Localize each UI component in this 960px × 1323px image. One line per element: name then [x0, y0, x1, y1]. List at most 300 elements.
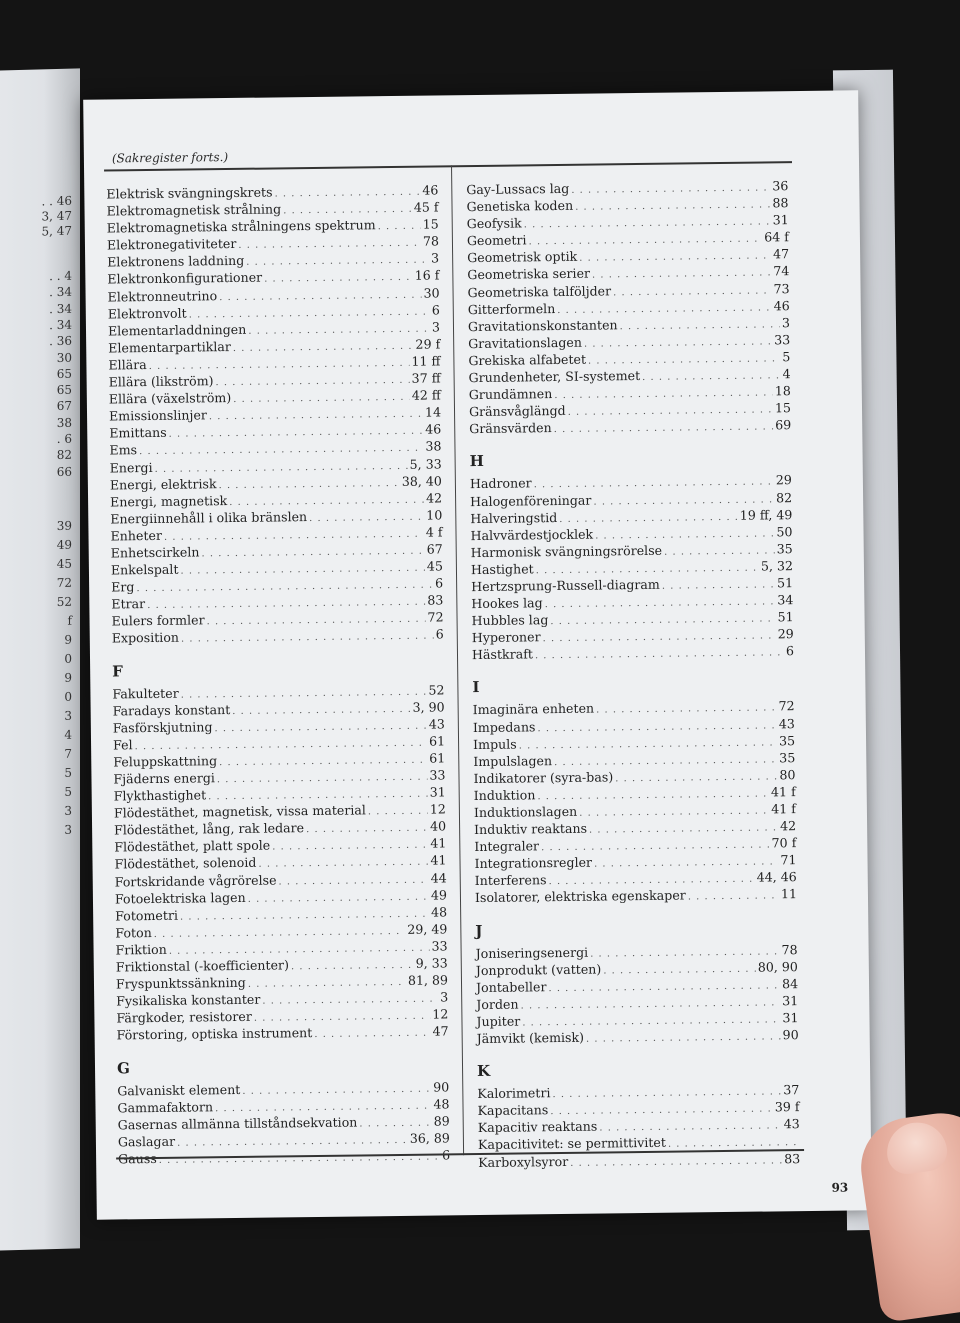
index-pages: 37 ff [411, 370, 441, 386]
leader-dots [368, 803, 428, 821]
index-term: Galvaniskt element [117, 1081, 241, 1098]
leader-dots [181, 628, 434, 648]
index-term: Gauss [118, 1150, 157, 1167]
leader-dots [272, 837, 428, 856]
index-entry [469, 399, 791, 420]
index-entry [113, 715, 445, 736]
index-pages: 78 [781, 941, 798, 957]
index-pages: 3 [431, 319, 441, 335]
index-pages: 31 [782, 992, 799, 1009]
index-term: Harmonisk svängningsrörelse [470, 542, 663, 560]
leader-dots [264, 269, 413, 288]
index-pages: 19 ff, 49 [739, 506, 793, 523]
leader-dots [615, 768, 777, 787]
index-term: Gravitationslagen [468, 334, 582, 351]
index-pages: 33 [429, 767, 446, 783]
index-entry [471, 540, 793, 561]
index-term: Flödestäthet, solenoid [114, 855, 257, 872]
index-pages: 14 [424, 404, 442, 420]
index-term: Isolatorer, elektriska egenskaper [474, 887, 686, 906]
index-term: Gitterformeln [467, 300, 556, 317]
facing-page-number: 39 [56, 518, 72, 534]
index-term: Grundämnen [468, 386, 553, 403]
index-term: Energi [109, 459, 153, 475]
facing-page-number: 4 [64, 727, 72, 742]
index-pages: 51 [777, 609, 794, 625]
index-term: Grekiska alfabetet [468, 351, 587, 369]
facing-page-number: 7 [64, 746, 72, 761]
index-entry [113, 698, 445, 719]
index-entry [111, 557, 443, 578]
index-entry [110, 489, 442, 510]
index-entry [468, 348, 790, 369]
index-entry [474, 800, 796, 821]
index-term: Jämvikt (kemisk) [476, 1029, 585, 1047]
index-pages: 29 [775, 472, 792, 488]
index-pages: 84 [781, 975, 799, 992]
index-pages: 42 [425, 490, 443, 506]
index-entry [107, 267, 439, 288]
index-term: Enheter [110, 527, 163, 544]
index-pages: 45 [426, 558, 444, 574]
facing-page-number: 0 [64, 689, 72, 704]
index-entry [477, 1026, 799, 1047]
index-term: Gammafaktorn [117, 1098, 214, 1116]
index-pages: 90 [433, 1078, 450, 1095]
index-term: Fortskridande vågrörelse [114, 872, 277, 890]
index-entry [111, 609, 443, 630]
index-pages: 70 f [771, 835, 797, 851]
leader-dots [258, 854, 428, 873]
leader-dots [278, 871, 428, 890]
index-term: Fakulteter [112, 685, 179, 701]
leader-dots [592, 265, 772, 284]
index-term: Feluppskattning [113, 753, 218, 770]
index-term: Ellära (likström) [108, 373, 214, 390]
index-term: Flödestäthet, lång, rak ledare [114, 820, 305, 838]
index-entry [116, 1006, 448, 1027]
facing-page-number: . . 46 [41, 193, 72, 209]
facing-page-number: 5, 47 [41, 223, 72, 239]
index-pages: 6 [435, 626, 444, 642]
index-term: Gränsvärden [469, 420, 552, 437]
leader-dots [596, 700, 777, 719]
index-entry [472, 642, 794, 663]
index-term: Faradays konstant [112, 701, 231, 719]
index-entry [467, 211, 789, 232]
index-term: Integrationsregler [474, 854, 593, 872]
index-term: Emittans [109, 425, 167, 441]
index-pages: 37 [783, 1082, 800, 1098]
index-page [83, 90, 872, 1219]
index-term: Halveringstid [470, 509, 558, 526]
entries-g-continued [466, 177, 791, 437]
index-entry [471, 557, 793, 578]
index-pages: 12 [429, 801, 446, 817]
index-entry [114, 818, 446, 839]
section-letter-h: H [469, 452, 484, 471]
index-pages: 11 ff [411, 353, 441, 369]
entries-j [476, 941, 799, 1047]
index-pages: 10 [426, 507, 443, 523]
facing-page-number: 5 [64, 765, 72, 780]
index-pages: 46 [425, 421, 442, 437]
left-column [106, 181, 450, 1167]
section-letter-j: J [475, 921, 483, 940]
index-term: Geometri [466, 232, 527, 249]
index-pages: 36 [772, 178, 789, 194]
index-term: Fotoelektriska lagen [114, 889, 246, 907]
index-entry [112, 681, 444, 702]
leader-dots [248, 320, 430, 339]
section-letter-i: I [472, 678, 480, 697]
index-entry [473, 766, 795, 787]
index-entry [117, 1078, 449, 1099]
index-term: Enhetscirkeln [110, 544, 200, 561]
index-pages: 46 [422, 182, 439, 198]
index-pages: 41 [430, 852, 447, 869]
index-entry [114, 835, 446, 856]
index-entry [113, 766, 445, 787]
leader-dots [218, 475, 399, 494]
leader-dots [274, 184, 420, 203]
index-entry [476, 975, 798, 996]
index-pages: 4 [782, 366, 791, 382]
index-term: Elektronkonfigurationer [107, 270, 263, 287]
index-entry [474, 817, 796, 838]
index-pages: 6 [431, 302, 440, 318]
index-pages: 69 [775, 417, 792, 433]
index-pages: 61 [428, 733, 446, 749]
index-entry [110, 506, 442, 527]
index-pages: 34 [777, 592, 794, 608]
index-pages: 50 [776, 523, 793, 540]
thumbnail-nail [883, 1119, 949, 1177]
leader-dots [233, 338, 414, 357]
index-entry [477, 1098, 799, 1119]
index-entry [473, 698, 795, 719]
index-term: Interferens [474, 872, 547, 889]
index-term: Gränsvåglängd [468, 403, 566, 420]
section-letter-f: F [112, 661, 123, 680]
index-term: Ems [109, 442, 138, 458]
facing-page-number: 3 [64, 822, 72, 837]
index-pages: 46 [773, 297, 790, 314]
index-term: Karboxylsyror [478, 1153, 569, 1170]
facing-page-number: 52 [56, 594, 72, 610]
index-pages: 71 [780, 852, 797, 868]
index-entry [474, 834, 796, 855]
index-entry [466, 177, 788, 198]
index-pages: 4 f [425, 524, 443, 540]
index-entry [116, 972, 448, 993]
index-pages: 44 [430, 869, 447, 886]
leader-dots [314, 1025, 430, 1044]
index-entry [115, 869, 447, 890]
index-pages: 31 [429, 784, 446, 800]
index-term: Halvvärdestjocklek [470, 526, 594, 543]
index-pages: 11 [780, 886, 798, 902]
index-pages: 12 [432, 1006, 449, 1022]
facing-page-number: . 36 [49, 333, 72, 349]
leader-dots [248, 888, 429, 907]
index-term: Induktiv reaktans [474, 820, 588, 838]
index-entry [115, 886, 447, 907]
index-entry [474, 783, 796, 804]
index-pages: 6 [785, 643, 795, 659]
index-term: Friktion [115, 941, 167, 958]
index-pages: 29 [777, 626, 794, 642]
index-term: Elektrisk svängningskrets [106, 184, 273, 202]
index-term: Elektromagnetiska strålningens spektrum [106, 217, 376, 236]
index-entry [117, 1095, 449, 1116]
facing-page-number: 3 [64, 803, 72, 818]
running-header: (Sakregister forts.) [111, 150, 229, 166]
index-entry [118, 1129, 450, 1150]
index-entry [469, 365, 791, 386]
index-entry [118, 1112, 450, 1133]
index-term: Elektronvolt [107, 305, 187, 322]
index-pages: 18 [774, 383, 791, 399]
index-term: Gasernas allmänna tillståndsekvation [117, 1114, 358, 1133]
index-pages: 72 [778, 698, 795, 714]
index-pages: 5, 33 [409, 455, 442, 472]
index-entry [469, 382, 791, 403]
index-entry [476, 941, 798, 962]
index-term: Elektromagnetisk strålning [106, 201, 282, 219]
index-pages: 6 [441, 1147, 451, 1163]
index-term: Ellära [108, 356, 147, 373]
index-entry [109, 404, 441, 425]
index-entry [467, 246, 789, 267]
index-term: Gravitationskonstanten [467, 317, 618, 334]
leader-dots [159, 1148, 441, 1169]
facing-page-number: 30 [56, 350, 72, 365]
index-pages: 43 [783, 1116, 800, 1132]
index-entry [106, 199, 438, 220]
index-pages: 33 [431, 938, 448, 954]
facing-page-number: 3, 47 [41, 208, 72, 224]
index-term: Jonprodukt (vatten) [475, 961, 602, 978]
section-letter-g: G [116, 1058, 130, 1077]
leader-dots [306, 820, 428, 839]
index-term: Joniseringsenergi [475, 944, 589, 961]
index-entry [470, 523, 792, 544]
entries-i [473, 698, 797, 907]
leader-dots [642, 367, 781, 386]
index-pages: 80, 90 [757, 958, 798, 975]
facing-page-number: 66 [56, 464, 72, 479]
index-term: Hubbles lag [471, 612, 549, 629]
index-term: Foton [115, 924, 152, 941]
leader-dots [554, 419, 774, 439]
column-divider [451, 165, 464, 1155]
index-pages: 3 [781, 314, 791, 331]
index-term: Halogenföreningar [470, 492, 592, 509]
page-number: 93 [831, 1180, 849, 1195]
index-pages: 39 f [774, 1099, 800, 1115]
index-term: Hastighet [470, 561, 534, 577]
facing-page-number: 0 [64, 651, 72, 666]
index-entry [473, 749, 795, 770]
index-pages: 45 f [413, 199, 439, 215]
index-pages: 78 [422, 233, 440, 249]
index-pages: 89 [433, 1113, 450, 1129]
index-entry [109, 369, 441, 390]
index-entry [114, 783, 446, 804]
facing-page-number: 9 [64, 632, 72, 647]
index-pages: 80 [779, 766, 796, 783]
leader-dots [378, 218, 421, 236]
index-pages: 5 [782, 349, 791, 365]
index-term: Imaginära enheten [472, 701, 595, 718]
leader-dots [603, 960, 756, 979]
index-term: Fryspunktssänkning [115, 974, 246, 992]
index-term: Grundenheter, SI-systemet [468, 368, 641, 386]
index-entry [475, 886, 797, 907]
entries-f [112, 681, 448, 1044]
facing-page-number: 3 [64, 708, 72, 723]
index-term: Gaslagar [117, 1133, 176, 1150]
facing-page-number: 38 [56, 415, 72, 430]
index-term: Impuls [472, 736, 517, 752]
index-term: Erg [111, 579, 135, 595]
index-term: Hästkraft [471, 646, 533, 663]
index-pages: 3 [431, 250, 440, 266]
index-term: Jontabeller [475, 978, 547, 995]
index-pages: 64 f [764, 229, 790, 245]
index-entry [471, 608, 793, 629]
index-term: Kapacitiv reaktans [477, 1118, 598, 1136]
index-entry [473, 715, 795, 736]
index-entry [476, 958, 798, 979]
index-term: Integraler [474, 838, 540, 855]
index-term: Impedans [472, 718, 536, 735]
index-pages: 40 [429, 818, 447, 834]
index-term: Energi, elektrisk [109, 475, 217, 493]
index-pages: 52 [428, 681, 445, 698]
entries-h [470, 472, 794, 664]
index-entry [116, 954, 448, 975]
index-entry [110, 523, 442, 544]
index-entry [475, 868, 797, 889]
index-entry [109, 387, 441, 408]
index-entry [107, 216, 439, 237]
index-term: Hookes lag [471, 595, 543, 612]
index-term: Hertzsprung-Russell-diagram [471, 576, 660, 595]
facing-page-number: 82 [56, 447, 72, 463]
index-pages: 29, 49 [407, 921, 448, 937]
index-pages: 49 [430, 887, 448, 903]
leader-dots [248, 974, 406, 993]
leader-dots [570, 1152, 782, 1172]
index-pages: 72 [427, 609, 444, 625]
index-pages: 31 [772, 212, 789, 228]
index-term: Hadroner [469, 475, 532, 492]
index-entry [478, 1115, 800, 1136]
index-pages: 48 [433, 1095, 450, 1112]
index-entry [469, 416, 791, 437]
index-term: Enkelspalt [110, 561, 179, 578]
entries-k [477, 1081, 800, 1170]
index-term: Jorden [476, 996, 519, 1012]
index-term: Förstoring, optiska instrument [116, 1025, 313, 1043]
index-term: Fysikaliska konstanter [116, 991, 261, 1009]
index-entry [108, 318, 440, 339]
index-term: Fel [112, 737, 133, 753]
index-pages: 41 f [770, 784, 796, 800]
index-term: Induktionslagen [473, 803, 578, 821]
index-pages: 42 [779, 818, 797, 834]
index-term: Hyperoner [471, 629, 541, 646]
index-entry [114, 852, 446, 873]
leader-dots [662, 576, 776, 594]
index-term: Elektronegativiteter [106, 236, 237, 253]
index-pages: 3, 90 [412, 699, 445, 715]
leader-dots [664, 542, 775, 560]
facing-page-number: 65 [56, 366, 72, 381]
index-term: Kalorimetri [477, 1085, 551, 1102]
index-entry [472, 625, 794, 646]
index-pages: 83 [427, 592, 444, 608]
facing-page-number: . 34 [49, 284, 72, 300]
right-column [466, 177, 800, 1170]
leader-dots [262, 991, 438, 1010]
index-pages: 9, 33 [415, 955, 448, 971]
index-entry [116, 989, 448, 1010]
index-pages: 88 [772, 195, 789, 211]
index-pages: 81, 89 [407, 972, 449, 988]
index-entry [467, 228, 789, 249]
index-pages: 61 [429, 750, 446, 766]
index-term: Flödestäthet, magnetisk, vissa material [113, 802, 366, 821]
facing-page-number: f [67, 613, 72, 628]
facing-page-number: 67 [56, 399, 72, 414]
index-term: Genetiska koden [466, 197, 574, 215]
index-pages: 35 [779, 749, 796, 766]
index-pages: 38 [425, 438, 442, 455]
entries-e [106, 181, 444, 647]
index-entry [467, 280, 789, 301]
index-pages: 3 [440, 989, 449, 1005]
index-term: Färgkoder, resistorer [116, 1009, 252, 1026]
index-term: Elementarladdningen [107, 321, 247, 339]
index-pages: 29 f [415, 336, 441, 352]
leader-dots [620, 316, 781, 335]
index-pages: 36, 89 [409, 1130, 450, 1146]
index-entry [109, 421, 441, 442]
index-term: Geometriska talföljder [467, 282, 612, 300]
index-pages: 67 [426, 541, 443, 557]
index-term: Fotometri [115, 907, 179, 924]
index-pages: 44, 46 [756, 869, 797, 885]
index-entry [107, 284, 439, 305]
index-pages: 47 [432, 1023, 449, 1039]
index-term: Flykthastighet [113, 787, 207, 804]
index-pages: 38, 40 [401, 473, 442, 489]
index-term: Elektronens laddning [107, 253, 245, 270]
index-pages: 43 [778, 715, 795, 731]
index-pages: 47 [773, 246, 790, 262]
index-term: Geometrisk optik [467, 249, 578, 266]
index-entry [112, 626, 444, 647]
index-pages: 35 [778, 732, 796, 748]
index-entry [108, 335, 440, 356]
facing-page-number: . . 4 [49, 268, 72, 284]
index-entry [107, 233, 439, 254]
leader-dots [309, 508, 424, 526]
index-term: Energi, magnetisk [110, 492, 228, 510]
